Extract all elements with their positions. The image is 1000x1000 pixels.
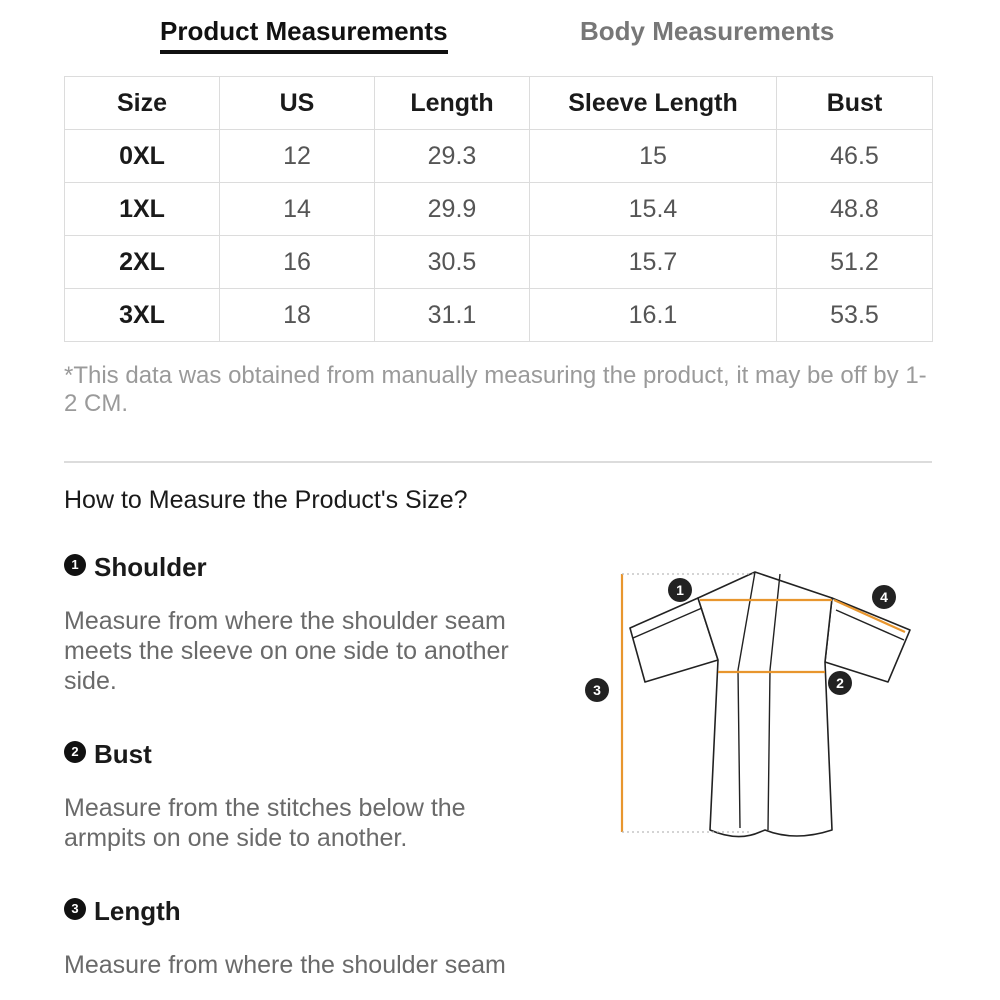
- column-header-bust: Bust: [777, 77, 933, 130]
- column-header-length: Length: [375, 77, 530, 130]
- number-3-icon: 3: [64, 898, 86, 920]
- kimono-measurement-diagram: [570, 560, 930, 850]
- tab-body-label: Body Measurements: [580, 16, 835, 46]
- table-row: [65, 289, 933, 342]
- marker-3: [585, 678, 609, 702]
- column-header-sleeve-length: Sleeve Length: [530, 77, 777, 130]
- tab-product-measurements[interactable]: [160, 16, 448, 47]
- measurement-disclaimer: *This data was obtained from manually measuring the product, it may be off by 1-2 CM.: [64, 362, 927, 417]
- us-cell: 14: [220, 183, 375, 236]
- us-cell: 12: [220, 130, 375, 183]
- size-cell: 1XL: [65, 183, 220, 236]
- number-1-icon: 1: [64, 554, 86, 576]
- marker-1-label: 1: [676, 582, 684, 598]
- length-heading: [64, 896, 181, 927]
- table-row: [65, 130, 933, 183]
- length-title: Length: [94, 896, 181, 926]
- us-cell: 18: [220, 289, 375, 342]
- table-row: [65, 236, 933, 289]
- marker-4: [872, 585, 896, 609]
- how-to-measure-title: How to Measure the Product's Size?: [64, 486, 468, 514]
- length-description: Measure from where the shoulder seam: [64, 951, 506, 979]
- length-cell: 31.1: [375, 289, 530, 342]
- shoulder-heading: [64, 552, 207, 583]
- tab-body-measurements[interactable]: [580, 16, 834, 47]
- measurement-tabs: [0, 0, 1000, 60]
- sleeve-length-cell: 15.4: [530, 183, 777, 236]
- size-cell: 0XL: [65, 130, 220, 183]
- size-cell: 2XL: [65, 236, 220, 289]
- marker-3-label: 3: [593, 682, 601, 698]
- section-divider: [64, 461, 932, 463]
- length-cell: 29.9: [375, 183, 530, 236]
- shoulder-description: Measure from where the shoulder seam meets the sleeve on one side to another side.: [64, 607, 509, 695]
- bust-title: Bust: [94, 739, 152, 769]
- bust-cell: 48.8: [777, 183, 933, 236]
- length-cell: 29.3: [375, 130, 530, 183]
- tab-product-label: Product Measurements: [160, 16, 448, 46]
- bust-cell: 51.2: [777, 236, 933, 289]
- marker-2-label: 2: [836, 675, 844, 691]
- bust-cell: 53.5: [777, 289, 933, 342]
- bust-heading: [64, 739, 152, 770]
- size-cell: 3XL: [65, 289, 220, 342]
- sleeve-length-cell: 15.7: [530, 236, 777, 289]
- length-cell: 30.5: [375, 236, 530, 289]
- sleeve-length-cell: 15: [530, 130, 777, 183]
- table-row: [65, 183, 933, 236]
- table-header-row: [65, 77, 933, 130]
- size-table: [64, 76, 933, 342]
- number-2-icon: 2: [64, 741, 86, 763]
- marker-2: [828, 671, 852, 695]
- marker-1: [668, 578, 692, 602]
- marker-4-label: 4: [880, 589, 888, 605]
- bust-description: Measure from the stitches below the armpits on one side to another.: [64, 794, 466, 852]
- active-tab-underline: [160, 50, 448, 54]
- us-cell: 16: [220, 236, 375, 289]
- shoulder-title: Shoulder: [94, 552, 207, 582]
- column-header-us: US: [220, 77, 375, 130]
- garment-body: [698, 572, 832, 837]
- bust-cell: 46.5: [777, 130, 933, 183]
- column-header-size: Size: [65, 77, 220, 130]
- sleeve-length-cell: 16.1: [530, 289, 777, 342]
